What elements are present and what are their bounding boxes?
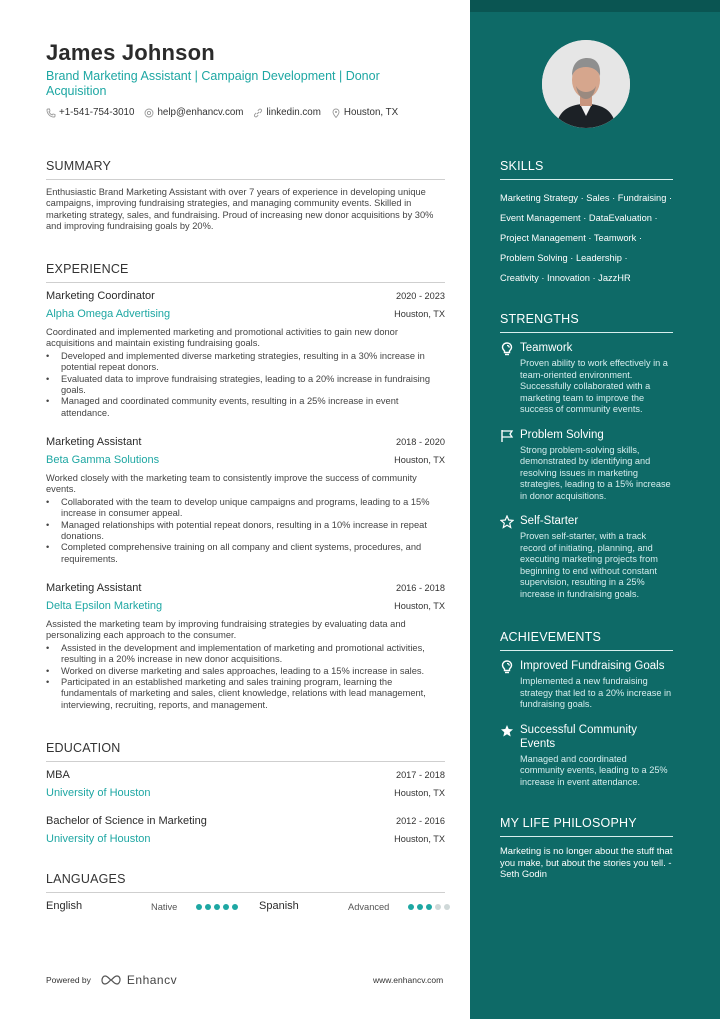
job-bullets	[46, 497, 445, 565]
job-bullet: • Managed relationships with potential repeat donors, resulting in a 10% increase in repeat donations.	[46, 520, 445, 543]
school: University of Houston	[46, 787, 151, 799]
summary-section	[46, 159, 445, 233]
job-bullet: • Participated in an established marketing and sales training program, learning the fundamentals of marketing and sales, client knowledge, relations with lead management, interviewing, recruiting, reports, and management.	[46, 677, 445, 711]
sidebar	[470, 0, 720, 1019]
job-bullet: • Developed and implemented diverse marketing strategies, resulting in a 30% increase in potential repeat donors.	[46, 351, 445, 374]
rating-dot-filled	[232, 904, 238, 910]
language-level: Advanced	[348, 902, 390, 912]
language-rating	[408, 904, 450, 910]
job-role: Marketing Coordinator	[46, 290, 155, 302]
education-heading: EDUCATION	[46, 741, 445, 762]
job-bullet: • Completed comprehensive training on all company and client systems, procedures, and requirements.	[46, 542, 445, 565]
footer-url[interactable]: www.enhancv.com	[373, 975, 444, 985]
rating-dot-empty	[435, 904, 441, 910]
linkedin-text: linkedin.com	[266, 107, 321, 118]
job-dates: 2020 - 2023	[395, 291, 445, 301]
footer-powered	[46, 973, 177, 987]
contact-linkedin[interactable]	[253, 107, 320, 118]
candidate-name: James Johnson	[46, 40, 215, 65]
job-bullet: • Assisted in the development and implementation of marketing and promotional activities, resulting in a 20% increase in new donor acquisitions.	[46, 643, 445, 666]
job-company: Delta Epsilon Marketing	[46, 600, 163, 612]
job-bullets	[46, 351, 445, 419]
school: University of Houston	[46, 833, 151, 845]
languages-row	[46, 900, 445, 914]
contact-location	[331, 107, 398, 118]
job-entry	[46, 436, 445, 565]
languages-heading: LANGUAGES	[46, 872, 445, 893]
job-entry	[46, 582, 445, 711]
summary-text: Enthusiastic Brand Marketing Assistant with over 7 years of experience in developing unique campaigns, improving fundraising strategies, and managing community events. Skilled in marketing strategy, sales, and fundraising. Proud of increasing new donor acquisitions by 30% and improving fundraising goals by 20%.	[46, 187, 434, 232]
job-bullet: • Managed and coordinated community events, resulting in a 25% increase in event attendance.	[46, 396, 445, 419]
job-bullet: • Evaluated data to improve fundraising strategies, leading to a 20% increase in fundraising goals.	[46, 374, 445, 397]
philosophy-heading: MY LIFE PHILOSOPHY	[500, 816, 673, 837]
job-description: Worked closely with the marketing team to consistently improve the success of community events.	[46, 473, 417, 495]
achievements-section	[500, 630, 673, 788]
link-icon	[253, 108, 263, 118]
rating-dot-filled	[223, 904, 229, 910]
skills-list	[500, 188, 673, 288]
lightbulb-icon	[500, 342, 514, 356]
achievement-desc: Implemented a new fundraising strategy that led to a 20% increase in fundraising goals.	[520, 676, 672, 709]
phone-icon	[46, 108, 56, 118]
philosophy-section	[500, 816, 673, 880]
rating-dot-empty	[444, 904, 450, 910]
languages-section	[46, 872, 445, 893]
language-name: Spanish	[259, 900, 299, 912]
strengths-heading: STRENGTHS	[500, 312, 673, 333]
strength-item	[500, 514, 673, 600]
brand-name: Enhancv	[126, 973, 178, 987]
location-pin-icon	[331, 108, 341, 118]
rating-dot-filled	[417, 904, 423, 910]
sidebar-top-strip	[470, 0, 720, 12]
portrait-icon	[542, 40, 630, 128]
skills-line: Event Management · DataEvaluation ·	[500, 213, 658, 223]
achievement-item	[500, 659, 673, 711]
education-entry	[46, 769, 445, 799]
degree: Bachelor of Science in Marketing	[46, 815, 207, 827]
star-outline-icon	[500, 515, 514, 529]
flag-icon	[500, 429, 514, 443]
job-location: Houston, TX	[394, 309, 445, 319]
enhancv-logo[interactable]	[99, 973, 177, 987]
language-level: Native	[151, 902, 178, 912]
achievement-item	[500, 723, 673, 789]
strength-title: Self-Starter	[520, 515, 579, 527]
contact-phone[interactable]	[46, 107, 134, 118]
rating-dot-filled	[408, 904, 414, 910]
philosophy-text: Marketing is no longer about the stuff that you make, but about the stories you tell. - Seth Godin	[500, 845, 673, 879]
star-filled-icon	[500, 724, 514, 738]
job-dates: 2018 - 2020	[395, 437, 445, 447]
contact-bar	[46, 107, 398, 118]
skills-line: Problem Solving · Leadership ·	[500, 253, 628, 263]
rating-dot-filled	[426, 904, 432, 910]
achievement-title: Improved Fundraising Goals	[520, 660, 665, 672]
job-bullet: • Worked on diverse marketing and sales approaches, leading to a 15% increase in sales.	[46, 666, 445, 677]
edu-dates: 2017 - 2018	[395, 770, 445, 780]
language-rating	[196, 904, 238, 910]
education-entry	[46, 815, 445, 845]
skills-section	[500, 159, 673, 288]
phone-text: +1-541-754-3010	[59, 107, 135, 118]
job-company: Beta Gamma Solutions	[46, 454, 160, 466]
edu-location: Houston, TX	[394, 834, 445, 844]
strength-title: Problem Solving	[520, 428, 604, 441]
job-role: Marketing Assistant	[46, 436, 142, 448]
job-bullets	[46, 643, 445, 711]
skills-line: Marketing Strategy · Sales · Fundraising ·	[500, 193, 673, 203]
profile-photo	[542, 40, 630, 128]
strengths-section	[500, 312, 673, 600]
language-name: English	[46, 900, 83, 912]
skills-heading: SKILLS	[500, 159, 673, 180]
strength-desc: Proven self-starter, with a track record of initiating, planning, and executing marketing projects from beginning to end without constant supervision, resulting in a 25% increase in fundraising goals.	[520, 531, 658, 599]
strength-desc: Proven ability to work effectively in a team-oriented environment. Successfully collaborated with a marketing team to improve the success of community events.	[520, 358, 668, 414]
strength-desc: Strong problem-solving skills, demonstrated by identifying and resolving issues in marketing strategies, leading to a 15% increase in donor acquisitions.	[520, 444, 671, 501]
job-description: Assisted the marketing team by improving fundraising strategies by evaluating data and personalizing each approach to the consumer.	[46, 619, 406, 641]
skills-line: Project Management · Teamwork ·	[500, 233, 642, 243]
job-company: Alpha Omega Advertising	[46, 308, 171, 320]
edu-dates: 2012 - 2016	[395, 816, 445, 826]
rating-dot-filled	[205, 904, 211, 910]
lightbulb-icon	[500, 660, 514, 674]
experience-heading: EXPERIENCE	[46, 262, 445, 283]
strength-item	[500, 428, 673, 503]
edu-location: Houston, TX	[394, 788, 445, 798]
job-dates: 2016 - 2018	[395, 583, 445, 593]
email-text: help@enhancv.com	[157, 107, 244, 118]
achievement-desc: Managed and coordinated community events, leading to a 25% increase in event attendance.	[520, 753, 668, 787]
contact-email[interactable]	[144, 107, 243, 118]
strength-item	[500, 341, 673, 416]
rating-dot-filled	[214, 904, 220, 910]
education-section	[46, 741, 445, 762]
headline: Brand Marketing Assistant | Campaign Development | Donor Acquisition	[46, 69, 380, 98]
summary-heading: SUMMARY	[46, 159, 445, 180]
job-description: Coordinated and implemented marketing and promotional activities to gain new donor acquisitions and maintain existing fundraising goals.	[46, 327, 398, 349]
achievement-title: Successful Community Events	[520, 723, 637, 750]
rating-dot-filled	[196, 904, 202, 910]
job-bullet: • Collaborated with the team to develop unique campaigns and programs, leading to a 15% increase in consumer appeal.	[46, 497, 445, 520]
at-icon	[144, 108, 154, 118]
strength-title: Teamwork	[520, 342, 573, 354]
job-location: Houston, TX	[394, 455, 445, 465]
job-entry	[46, 290, 445, 419]
achievements-heading: ACHIEVEMENTS	[500, 630, 673, 651]
degree: MBA	[46, 769, 70, 781]
location-text: Houston, TX	[343, 107, 399, 118]
experience-section	[46, 262, 445, 283]
job-role: Marketing Assistant	[46, 582, 142, 594]
skills-line: Creativity · Innovation · JazzHR	[500, 273, 631, 283]
powered-by-label: Powered by	[46, 975, 91, 985]
infinity-logo-icon	[99, 974, 123, 986]
job-location: Houston, TX	[394, 601, 445, 611]
